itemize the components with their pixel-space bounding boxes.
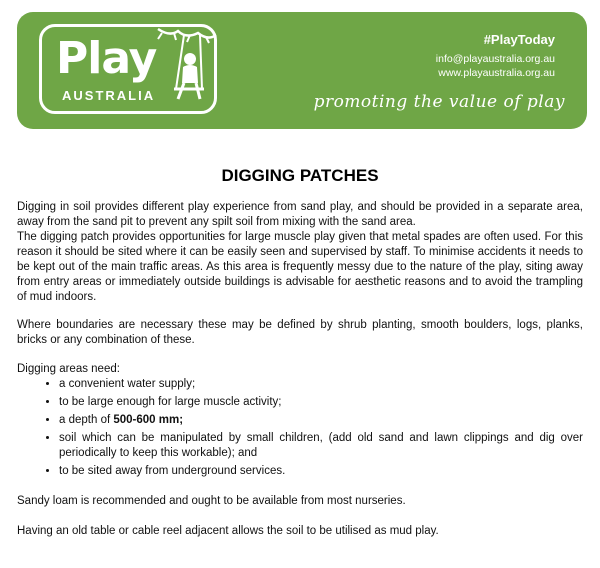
- contact-website: www.playaustralia.org.au: [438, 67, 555, 79]
- play-australia-logo: [39, 24, 217, 114]
- list-item: • to be sited away from underground services.: [59, 464, 583, 479]
- list-item: • to be large enough for large muscle activity;: [59, 395, 583, 410]
- list-item-prefix: a depth of: [59, 414, 114, 426]
- list-item: • soil which can be manipulated by small children, (add old sand and lawn clippings and dig over periodically to keep this workable); and: [59, 431, 583, 461]
- list-item-bold: 500-600 mm;: [113, 414, 184, 426]
- hashtag: #PlayToday: [483, 32, 555, 47]
- list-item: [59, 413, 583, 428]
- tagline: promoting the value of play: [313, 92, 565, 112]
- paragraph-5: Having an old table or cable reel adjacent allows the soil to be utilised as mud play.: [17, 525, 439, 537]
- paragraph-4: Sandy loam is recommended and ought to be available from most nurseries.: [17, 495, 406, 507]
- page-title: DIGGING PATCHES: [221, 166, 379, 185]
- paragraph-1: Digging in soil provides different play experience from sand play, and should be provided in a separate area, away from the sand pit to prevent any spilt soil from mixing with the sand area.: [17, 201, 583, 228]
- header-banner: [17, 12, 587, 129]
- list-item: • a convenient water supply;: [59, 377, 583, 392]
- paragraph-intro: [17, 200, 583, 305]
- needs-intro: Digging areas need:: [17, 363, 120, 375]
- needs-list: [17, 377, 583, 482]
- contact-email: info@playaustralia.org.au: [435, 53, 555, 65]
- paragraph-2: The digging patch provides opportunities for large muscle play given that metal spades are often used. For this reason it should be sited where it can be easily seen and supervised by staff. To minimise accidents it needs to be kept out of the main traffic areas. As this area is frequently messy due to the nature of the play, siting away from entry areas or immediately outside buildings is advisable for aesthetic reasons and to avoid the trampling of mud indoors.: [17, 231, 583, 303]
- logo-subtitle: AUSTRALIA: [62, 88, 156, 103]
- swing-child-icon: [150, 27, 220, 117]
- logo-wordmark: Play: [56, 33, 157, 84]
- paragraph-3: Where boundaries are necessary these may be defined by shrub planting, smooth boulders, logs, planks, bricks or any combination of these.: [17, 319, 583, 346]
